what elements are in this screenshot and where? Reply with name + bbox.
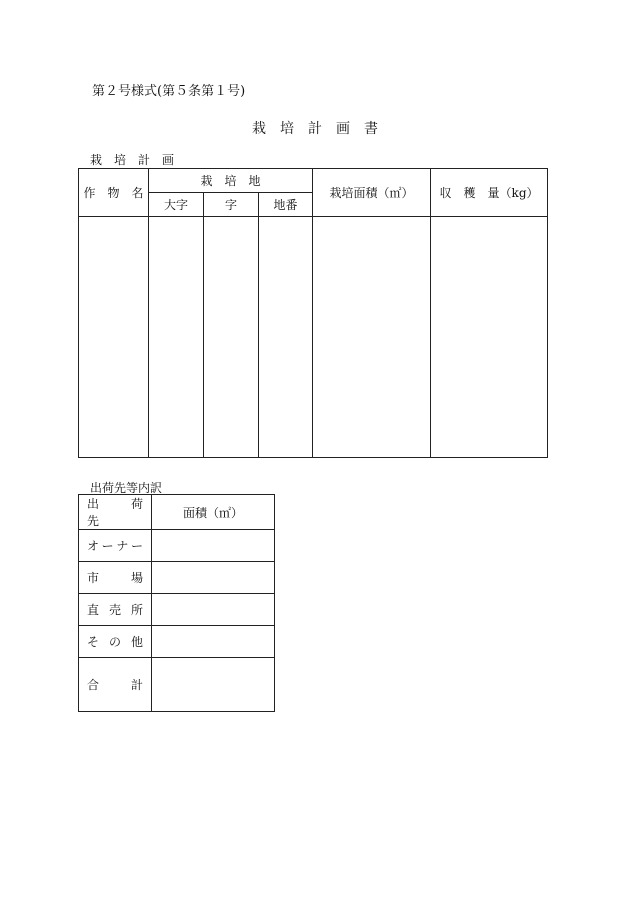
aza-header: 字: [204, 193, 259, 217]
row-label-total: 合計: [79, 658, 152, 712]
destination-header: 出 荷 先: [79, 495, 152, 530]
chiban-cell[interactable]: [259, 217, 313, 458]
chiban-header: 地番: [259, 193, 313, 217]
row-label-other: その他: [79, 626, 152, 658]
oaza-cell[interactable]: [149, 217, 204, 458]
total-area-cell[interactable]: [152, 658, 275, 712]
owner-area-cell[interactable]: [152, 530, 275, 562]
other-area-cell[interactable]: [152, 626, 275, 658]
oaza-header: 大字: [149, 193, 204, 217]
shipment-breakdown-table: [78, 494, 275, 712]
crop-name-cell[interactable]: [79, 217, 149, 458]
document-title: 栽 培 計 画 書: [252, 121, 378, 137]
row-label-direct-sales: 直売所: [79, 594, 152, 626]
market-area-cell[interactable]: [152, 562, 275, 594]
crop-name-header: 作 物 名: [79, 169, 149, 217]
row-label-market: 市場: [79, 562, 152, 594]
cultivation-site-header: 栽 培 地: [149, 169, 313, 193]
shipment-breakdown-section-label: 出荷先等内訳: [90, 481, 163, 495]
cultivation-area-header: 栽培面積（㎡）: [313, 169, 431, 217]
cultivation-plan-section-label: 栽 培 計 画: [90, 153, 175, 167]
aza-cell[interactable]: [204, 217, 259, 458]
area-header: 面積（㎡）: [152, 495, 275, 530]
cultivation-area-cell[interactable]: [313, 217, 431, 458]
row-label-owner: オーナー: [79, 530, 152, 562]
direct-sales-area-cell[interactable]: [152, 594, 275, 626]
form-number: 第２号様式(第５条第１号): [92, 84, 246, 99]
harvest-amount-header: 収 穫 量（kg）: [431, 169, 548, 217]
cultivation-plan-table: [78, 168, 548, 458]
harvest-amount-cell[interactable]: [431, 217, 548, 458]
